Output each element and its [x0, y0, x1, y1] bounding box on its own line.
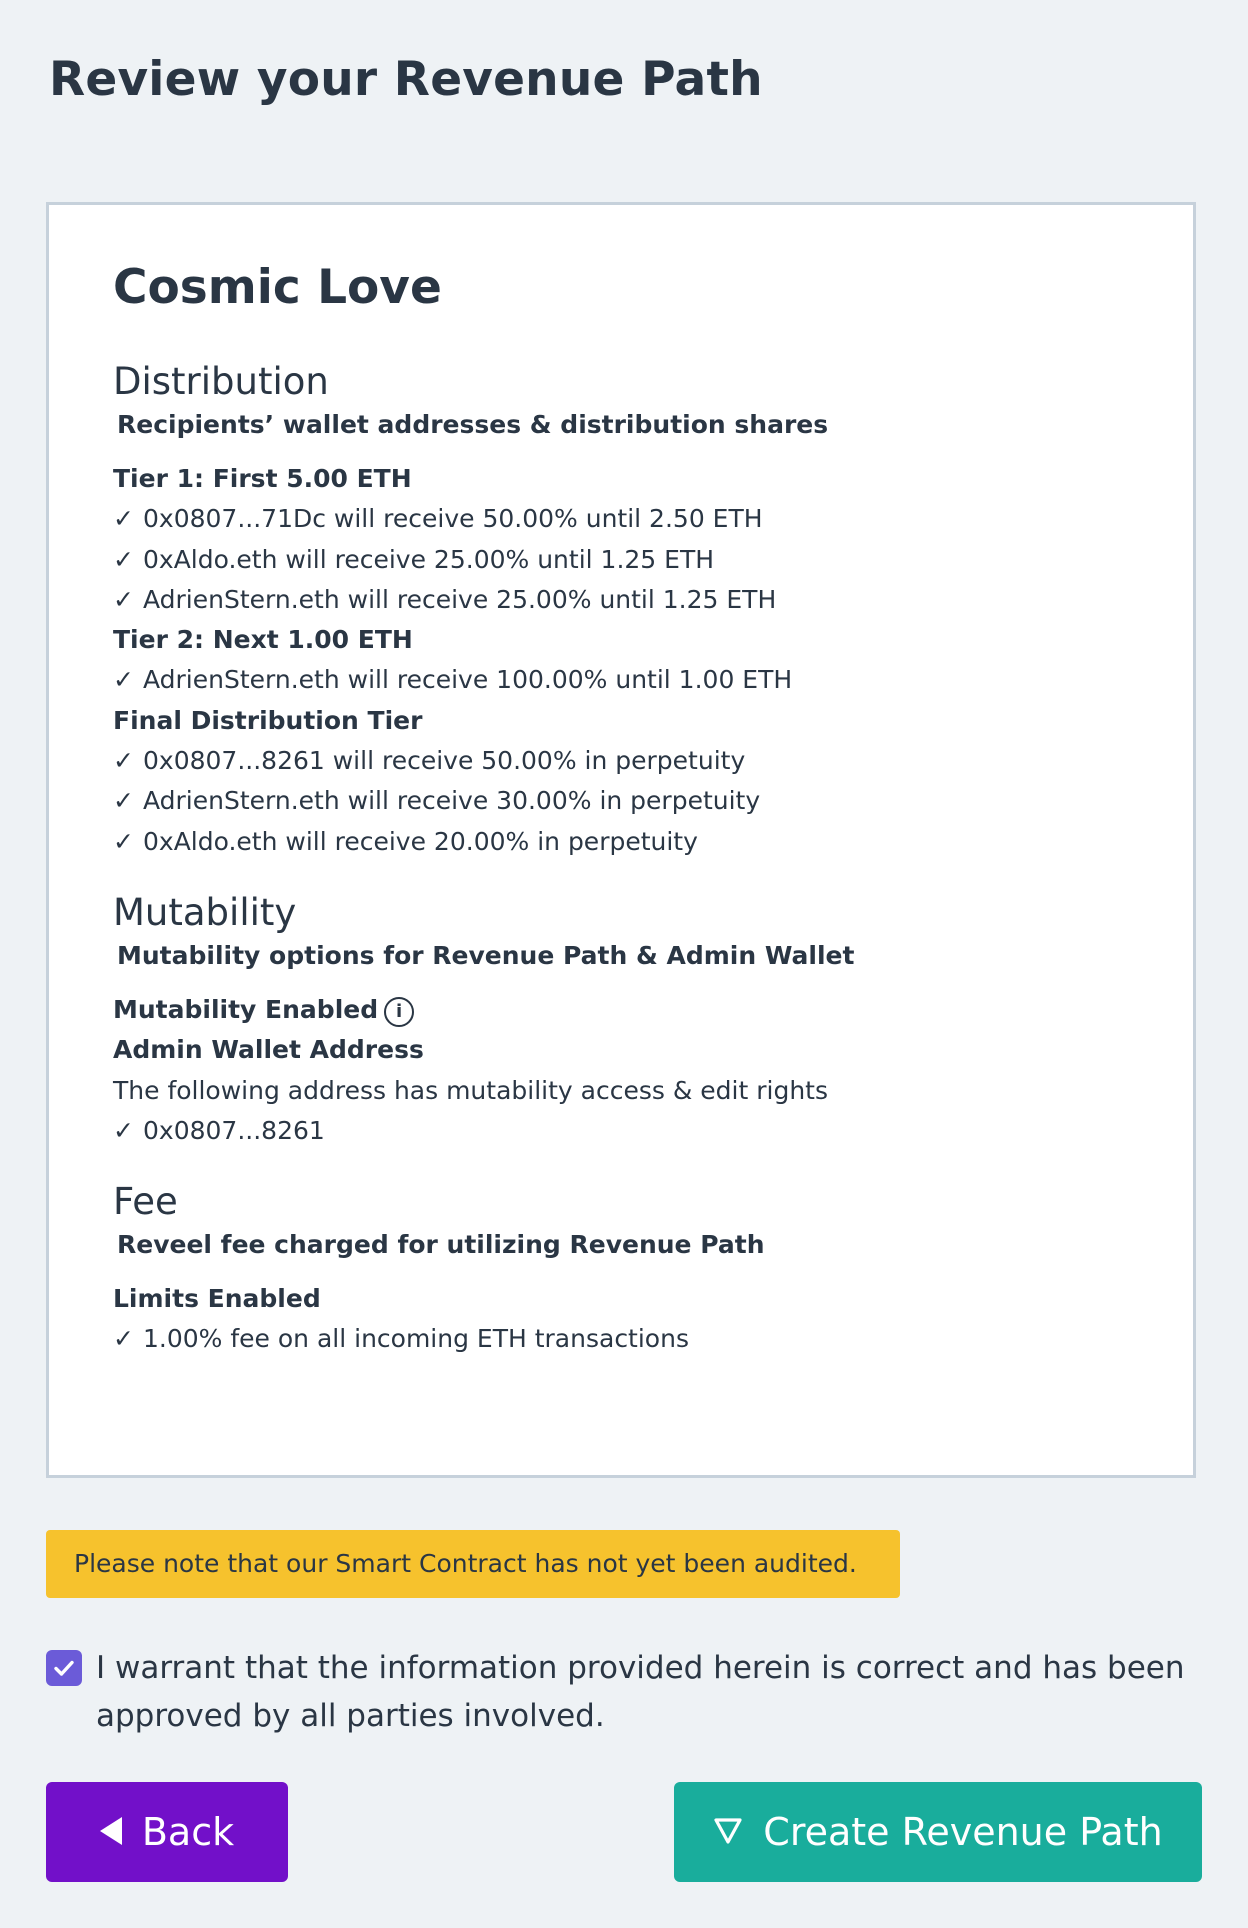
distribution-line: [113, 540, 1153, 580]
fee-description: [113, 1319, 1153, 1359]
checkmark-icon: ✓: [113, 584, 134, 614]
mutability-section: [113, 890, 1153, 1151]
tier-heading: Tier 1: First 5.00 ETH: [113, 464, 412, 493]
info-icon[interactable]: i: [384, 997, 414, 1027]
back-button[interactable]: [46, 1782, 288, 1882]
back-button-label: Back: [141, 1810, 235, 1854]
triangle-left-icon: [100, 1810, 122, 1854]
distribution-line: [113, 781, 1153, 821]
distribution-line: [113, 499, 1153, 539]
distribution-line: [113, 741, 1153, 781]
mutability-status: [113, 990, 1153, 1030]
fee-status: Limits Enabled: [113, 1284, 321, 1314]
audit-warning-banner: Please note that our Smart Contract has not yet been audited.: [46, 1530, 900, 1598]
distribution-line-text: 0x0807...8261 will receive 50.00% in perpetuity: [143, 746, 746, 776]
checkmark-icon: ✓: [113, 544, 134, 574]
distribution-line-text: 0x0807...71Dc will receive 50.00% until 2.50 ETH: [143, 504, 763, 534]
checkmark-icon: ✓: [113, 1115, 134, 1145]
admin-wallet-address-text: 0x0807...8261: [143, 1115, 325, 1145]
create-revenue-path-button[interactable]: [674, 1782, 1202, 1882]
distribution-line-text: AdrienStern.eth will receive 100.00% until 1.00 ETH: [143, 665, 793, 695]
mutability-subtitle: Mutability options for Revenue Path & Admin Wallet: [117, 940, 855, 970]
checkmark-icon: ✓: [113, 504, 134, 534]
revenue-path-summary-card: [46, 202, 1196, 1478]
mutability-status-text: Mutability Enabled: [113, 994, 379, 1024]
diamond-outline-icon: [713, 1810, 743, 1854]
fee-description-text: 1.00% fee on all incoming ETH transactions: [143, 1324, 689, 1354]
fee-title: Fee: [113, 1180, 178, 1224]
tier-heading: Final Distribution Tier: [113, 705, 423, 735]
distribution-line-text: AdrienStern.eth will receive 25.00% until 1.25 ETH: [143, 584, 777, 614]
distribution-line: [113, 580, 1153, 620]
distribution-title: Distribution: [113, 360, 329, 403]
distribution-line-text: AdrienStern.eth will receive 30.00% in perpetuity: [143, 786, 761, 816]
create-button-label: Create Revenue Path: [763, 1810, 1163, 1854]
distribution-line: [113, 822, 1153, 862]
checkmark-icon: ✓: [113, 746, 134, 776]
distribution-line-text: 0xAldo.eth will receive 25.00% until 1.25 ETH: [143, 544, 715, 574]
fee-subtitle: Reveel fee charged for utilizing Revenue Path: [117, 1230, 765, 1260]
mutability-title: Mutability: [113, 890, 297, 934]
admin-wallet-address: [113, 1111, 1153, 1151]
revenue-path-name: Cosmic Love: [113, 260, 442, 315]
distribution-section: [113, 359, 1153, 862]
admin-wallet-heading: Admin Wallet Address: [113, 1035, 424, 1065]
checkbox-check-icon: [46, 1650, 82, 1686]
checkmark-icon: ✓: [113, 786, 134, 816]
distribution-line: [113, 660, 1153, 700]
checkmark-icon: ✓: [113, 1324, 134, 1354]
warrant-label[interactable]: I warrant that the information provided herein is correct and has been approved by all parties involved.: [96, 1650, 1185, 1734]
distribution-line-text: 0xAldo.eth will receive 20.00% in perpetuity: [143, 826, 698, 856]
warrant-checkbox[interactable]: [46, 1650, 82, 1686]
fee-section: [113, 1179, 1153, 1360]
page-title: Review your Revenue Path: [49, 52, 763, 107]
admin-wallet-description: The following address has mutability access & edit rights: [113, 1075, 828, 1105]
tier-heading: Tier 2: Next 1.00 ETH: [113, 625, 413, 655]
checkmark-icon: ✓: [113, 826, 134, 856]
distribution-subtitle: Recipients’ wallet addresses & distribution shares: [117, 410, 829, 439]
checkmark-icon: ✓: [113, 665, 134, 695]
